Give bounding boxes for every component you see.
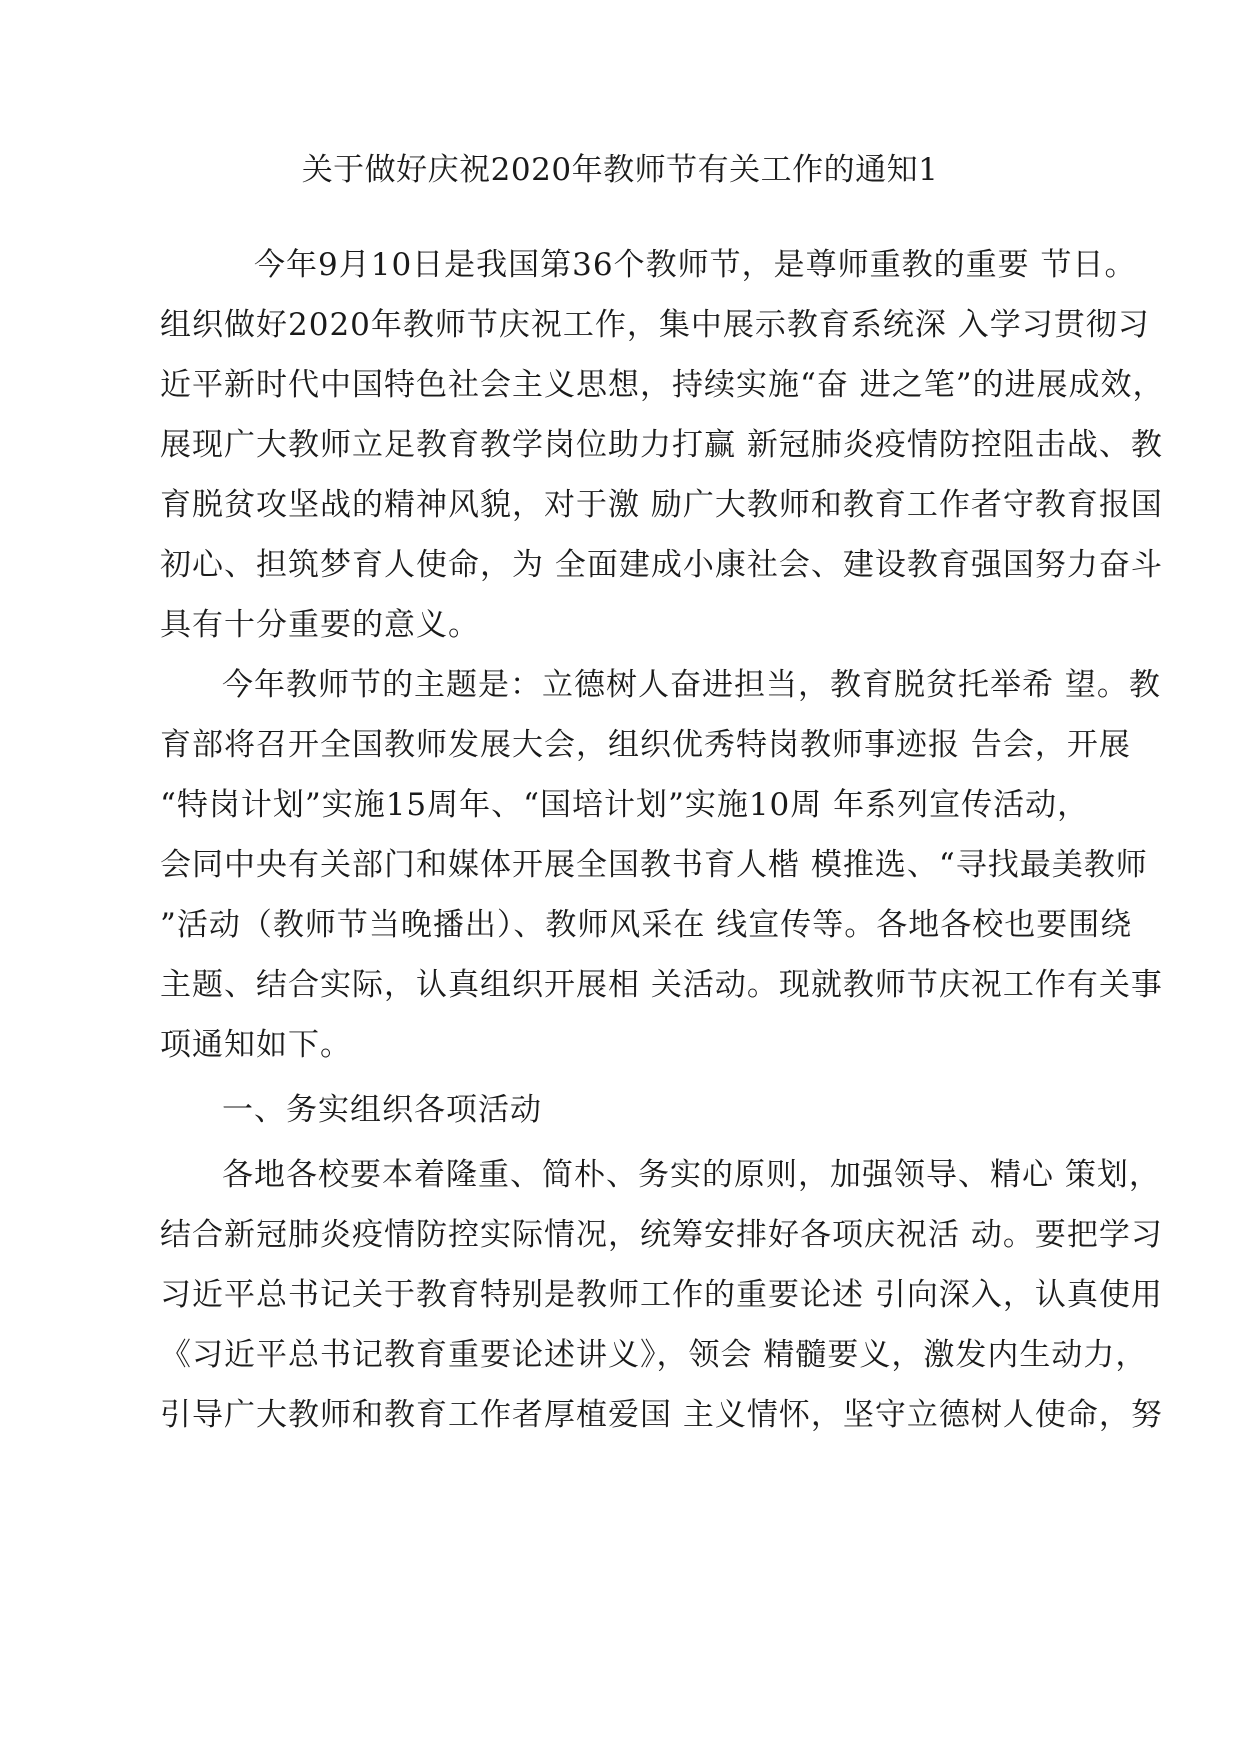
- paragraph-line: 近平新时代中国特色社会主义思想，持续实施“奋 进之笔”的进展成效，: [160, 367, 1165, 403]
- paragraph-line: 育部将召开全国教师发展大会，组织优秀特岗教师事迹报 告会，开展: [160, 727, 1131, 763]
- paragraph-line: 习近平总书记关于教育特别是教师工作的重要论述 引向深入，认真使用: [160, 1277, 1163, 1313]
- paragraph-line: 项通知如下。: [160, 1027, 352, 1063]
- document-title: 关于做好庆祝2020年教师节有关工作的通知1: [301, 152, 939, 188]
- paragraph-line: 引导广大教师和教育工作者厚植爱国 主义情怀，坚守立德树人使命，努: [160, 1397, 1163, 1433]
- paragraph-line: 组织做好2020年教师节庆祝工作，集中展示教育系统深 入学习贯彻习: [160, 307, 1150, 343]
- paragraph-line: 结合新冠肺炎疫情防控实际情况，统筹安排好各项庆祝活 动。要把学习: [160, 1217, 1163, 1253]
- paragraph-line: 今年9月10日是我国第36个教师节，是尊师重教的重要 节日。: [254, 247, 1137, 283]
- paragraph-line: 育脱贫攻坚战的精神风貌，对于激 励广大教师和教育工作者守教育报国: [160, 487, 1163, 523]
- paragraph-line: 会同中央有关部门和媒体开展全国教书育人楷 模推选、“寻找最美教师: [160, 847, 1148, 883]
- paragraph-line: 各地各校要本着隆重、简朴、务实的原则，加强领导、精心 策划，: [222, 1157, 1161, 1193]
- paragraph-line: 《习近平总书记教育重要论述讲义》，领会 精髓要义，激发内生动力，: [160, 1337, 1148, 1373]
- paragraph-line: “特岗计划”实施15周年、“国培计划”实施10周 年系列宣传活动，: [160, 787, 1090, 823]
- paragraph-line: 具有十分重要的意义。: [160, 607, 480, 643]
- paragraph-line: 主题、结合实际，认真组织开展相 关活动。现就教师节庆祝工作有关事: [160, 967, 1163, 1003]
- paragraph-line: 今年教师节的主题是：立德树人奋进担当，教育脱贫托举希 望。教: [222, 667, 1161, 703]
- section-heading: 一、务实组织各项活动: [222, 1092, 542, 1128]
- paragraph-line: 展现广大教师立足教育教学岗位助力打赢 新冠肺炎疫情防控阻击战、教: [160, 427, 1163, 463]
- paragraph-line: 初心、担筑梦育人使命，为 全面建成小康社会、建设教育强国努力奋斗: [160, 547, 1163, 583]
- paragraph-line: ”活动（教师节当晚播出）、教师风采在 线宣传等。各地各校也要围绕: [160, 907, 1133, 943]
